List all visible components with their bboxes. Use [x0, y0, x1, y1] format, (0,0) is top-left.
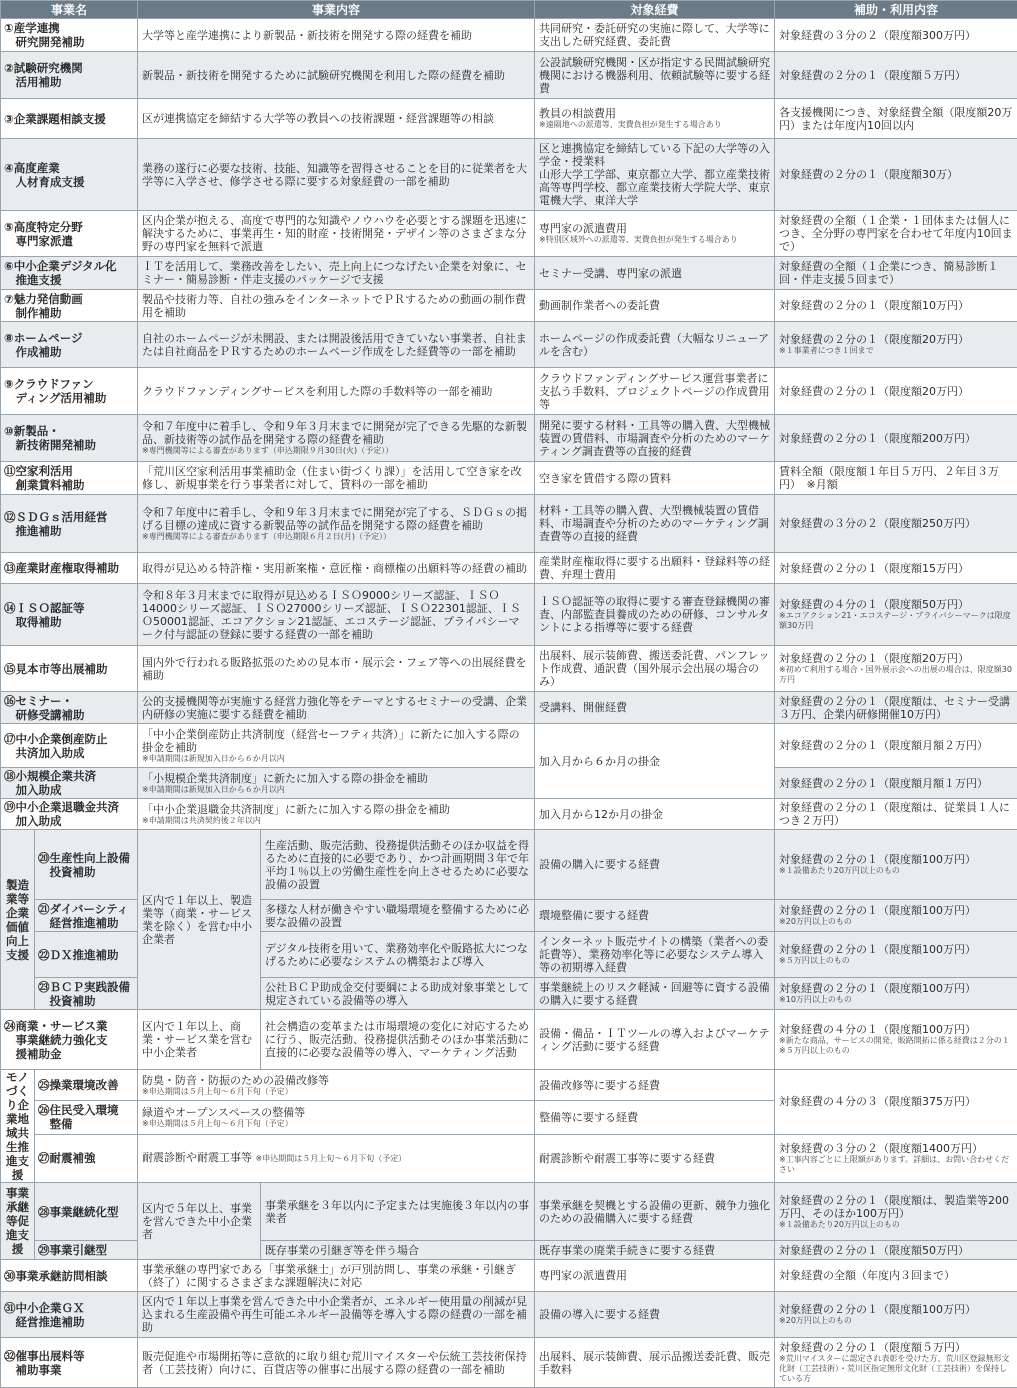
- project-name: ⑦魅力発信動画 制作補助: [1, 290, 138, 322]
- support-content: 対象経費の２分の１（限度額200万円）: [775, 415, 1017, 462]
- project-name: ⑫ＳＤＧｓ活用経営 推進補助: [1, 495, 138, 553]
- support-note: ※５万円以上のもの: [779, 956, 1013, 966]
- project-name: ⑱小規模企業共済 加入助成: [1, 768, 138, 799]
- support-content: [775, 1134, 1017, 1182]
- target-cost: 事業継続上のリスク軽減・回避等に資する設備の購入に要する経費: [535, 978, 775, 1010]
- table-row: [1, 211, 1017, 257]
- table-row: [1, 462, 1017, 495]
- target-cost: 加入月から６か月の掛金: [535, 724, 775, 799]
- table-row: [1, 415, 1017, 462]
- support-content: 対象経費の２分の１（限度額５万円）: [775, 52, 1017, 99]
- support-text: 対象経費の４分の１（限度額100万円）: [779, 1023, 976, 1036]
- support-text: 対象経費の２分の１（限度額20万円）: [779, 333, 969, 346]
- support-content: 対象経費の２分の１（限度額10万円）: [775, 290, 1017, 322]
- project-name: ㉖住民受入環境 整備: [35, 1101, 138, 1134]
- project-name: ⑬産業財産権取得補助: [1, 553, 138, 584]
- support-content: 対象経費の２分の１（限度額20万円）: [775, 368, 1017, 415]
- project-content: [138, 799, 535, 830]
- table-row: [1, 1183, 1017, 1241]
- support-note: ※初めて利用する場合・国外展示会への出展の場合は、限度額30万円: [779, 665, 1013, 685]
- support-content: 各支援機関につき、対象経費全額（限度額20万円）または年度内10回以内: [775, 99, 1017, 139]
- project-target: 区内で１年以上、商業・サービス業を営む中小企業者: [138, 1010, 261, 1070]
- support-content: 対象経費の３分の２（限度額300万円）: [775, 19, 1017, 52]
- project-content: 業務の遂行に必要な技術、技能、知識等を習得させることを目的に従業者を大学等に入学させ、修学させる際に要する対象経費の一部を補助: [138, 139, 535, 211]
- support-content: 対象経費の全額（年度内３回まで）: [775, 1260, 1017, 1292]
- project-content-text: 緑道やオープンスペースの整備等: [142, 1106, 305, 1119]
- project-content: [138, 1070, 535, 1101]
- target-cost-note: ※遠隔地への派遣等、実費負担が発生する場合あり: [539, 120, 770, 130]
- project-content-note: ※専門機関等による審査があります（申込期限９月30日(火)（予定））: [142, 446, 530, 456]
- table-row: [1, 257, 1017, 290]
- support-note: ※10万円以上のもの: [779, 995, 1013, 1005]
- project-name: ⑨クラウドファン ディング活用補助: [1, 368, 138, 415]
- target-cost: 区と連携協定を締結している下記の大学等の入学金・授業料 山形大学工学部、東京都立大学、都立産業技術高等専門学校、都立産業技術大学院大学、東京電機大学、東洋大学: [535, 139, 775, 211]
- project-content: 新製品・新技術を開発するために試験研究機関を利用した際の経費を補助: [138, 52, 535, 99]
- project-name: ㉜催事出展料等 補助事業: [1, 1338, 138, 1388]
- project-content: 区が連携協定を締結する大学等の教員への技術課題・経営課題等の相談: [138, 99, 535, 139]
- project-content: 事業承継の専門家である「事業承継士」が戸別訪問し、事業の承継・引継ぎ（終了）に関するさまざまな課題解決に対応: [138, 1260, 535, 1292]
- target-cost: 環境整備に要する経費: [535, 900, 775, 932]
- target-cost: [535, 211, 775, 257]
- project-content: 区内で１年以上事業を営んできた中小企業者が、エネルギー使用量の削減が見込まれる生産設備や再生可能エネルギー設備等を導入する際の経費の一部を補助: [138, 1292, 535, 1338]
- project-content-text: 「中小企業倒産防止共済制度（経営セーフティ共済）」に新たに加入する際の掛金を補助: [142, 728, 520, 754]
- target-cost: 出展料、展示装飾費、展示品搬送委託費、販売手数料: [535, 1338, 775, 1388]
- table-row: [1, 692, 1017, 724]
- target-cost: 設備の導入に要する経費: [535, 1292, 775, 1338]
- project-content: 大学等と産学連携により新製品・新技術を開発する際の経費を補助: [138, 19, 535, 52]
- group-label-manufacturing: 製造業等企業価値向上支援: [1, 830, 35, 1010]
- table-row: [1, 584, 1017, 646]
- support-content: [775, 900, 1017, 932]
- project-content: ＩＴを活用して、業務改善をしたい、売上向上につなげたい企業を対象に、セミナー・簡易診断・伴走支援のパッケージで支援: [138, 257, 535, 290]
- table-row: [1, 1338, 1017, 1388]
- target-cost: 事業承継を契機とする設備の更新、競争力強化のための設備購入に要する経費: [535, 1183, 775, 1241]
- project-content: [138, 415, 535, 462]
- project-purpose: 社会構造の変革または市場環境の変化に対応するために行う、販売活動、役務提供活動そのほか事業活動に直接的に必要な設備等の導入、マーケティング活動: [261, 1010, 535, 1070]
- project-name: ⑭ＩＳＯ認証等 取得補助: [1, 584, 138, 646]
- project-name: ④高度産業 人材育成支援: [1, 139, 138, 211]
- support-content: [775, 830, 1017, 900]
- project-name: ㉛中小企業ＧＸ 経営推進補助: [1, 1292, 138, 1338]
- target-cost: 耐震診断や耐震工事等に要する経費: [535, 1134, 775, 1182]
- project-content-note: ※申請期間は新規加入日から６か月以内: [142, 754, 530, 764]
- project-content: 区内企業が抱える、高度で専門的な知識やノウハウを必要とする課題を迅速に解決するために、事業再生・知的財産・技術開発・デザイン等のさまざまな分野の専門家を無料で派遣: [138, 211, 535, 257]
- support-text: 対象経費の２分の１（限度額100万円）: [779, 904, 976, 917]
- project-name: ㉓ＢＣＰ実践設備 投資補助: [35, 978, 138, 1010]
- target-cost: 開発に要する材料・工具等の購入費、大型機械装置の賃借料、市場調査や分析のためのマーケティング調査費等の直接的経費: [535, 415, 775, 462]
- project-content-note: ※専門機関等による審査があります（申込期限６月２日(月)（予定））: [142, 532, 530, 542]
- project-purpose: 公社ＢＣＰ助成金交付要綱による助成対象事業として規定されている設備等の導入: [261, 978, 535, 1010]
- header-project-content: 事業内容: [138, 1, 535, 19]
- project-name: ①産学連携 研究開発補助: [1, 19, 138, 52]
- table-row: [1, 99, 1017, 139]
- project-name: ㉚事業承継訪問相談: [1, 1260, 138, 1292]
- support-content: 対象経費の４分の３（限度額375万円）: [775, 1070, 1017, 1135]
- target-cost: 出展料、展示装飾費、搬送委託費、パンフレット作成費、通訳費（国外展示会出展の場合のみ）: [535, 646, 775, 692]
- table-row: [1, 290, 1017, 322]
- project-name: ⑧ホームページ 作成補助: [1, 322, 138, 368]
- project-content: [138, 768, 535, 799]
- support-text: 対象経費の２分の１（限度額は、製造業等200万円、そのほか100万円）: [779, 1194, 1009, 1220]
- project-name: ⑪空家利活用 創業賃料補助: [1, 462, 138, 495]
- project-content: 「荒川区空家利活用事業補助金（住まい街づくり課）」を活用して空き家を改修し、新規事業を行う事業者に対して、賃料の一部を補助: [138, 462, 535, 495]
- support-content: [775, 1338, 1017, 1388]
- table-row: [1, 19, 1017, 52]
- target-cost: [535, 99, 775, 139]
- support-note: ※20万円以上のもの: [779, 1316, 1013, 1326]
- group-shared-content: 区内で１年以上、製造業等（商業・サービス業を除く）を営む中小企業者: [138, 830, 261, 1010]
- target-cost: 公設試験研究機関・区が指定する民間試験研究機関における機器利用、依頼試験等に要する経費: [535, 52, 775, 99]
- project-name: ㉑ダイバーシティ 経営推進補助: [35, 900, 138, 932]
- target-cost: セミナー受講、専門家の派遣: [535, 257, 775, 290]
- support-content: [775, 646, 1017, 692]
- project-name: ⑳生産性向上設備 投資補助: [35, 830, 138, 900]
- target-cost: 動画制作業者への委託費: [535, 290, 775, 322]
- project-name: ③企業課題相談支援: [1, 99, 138, 139]
- project-content: 令和８年３月末までに取得が見込めるＩＳＯ9000シリーズ認証、ＩＳＯ14000シリーズ認証、ＩＳＯ27000シリーズ認証、ＩＳＯ22301認証、ＩＳＯ50001認証、エコアクション21認証、エコステージ認証、プライバシーマーク付与認証の登録に要する経費の一部を補助: [138, 584, 535, 646]
- project-name: ㉕操業環境改善: [35, 1070, 138, 1101]
- table-row: [1, 368, 1017, 415]
- table-row: [1, 830, 1017, 900]
- project-content-text: 防臭・防音・防振のための設備改修等: [142, 1074, 329, 1087]
- project-content: 販売促進や市場開拓等に意欲的に取り組む荒川マイスターや伝統工芸技術保持者（工芸技術）向けに、百貨店等の催事に出展する際の経費の一部を補助: [138, 1338, 535, 1388]
- project-content: [138, 724, 535, 768]
- support-content: 対象経費の２分の１（限度額は、従業員１人につき２万円）: [775, 799, 1017, 830]
- table-row: [1, 553, 1017, 584]
- target-cost: 受講料、開催経費: [535, 692, 775, 724]
- project-name: ⑥中小企業デジタル化 推進支援: [1, 257, 138, 290]
- target-cost: ＩＳＯ認証等の取得に要する審査登録機関の審査、内部監査員養成のための研修、コンサルタントによる指導等に要する経費: [535, 584, 775, 646]
- target-cost: ホームページの作成委託費（大幅なリニューアルを含む）: [535, 322, 775, 368]
- project-content: [138, 1134, 535, 1182]
- table-row: [1, 495, 1017, 553]
- support-text: 対象経費の２分の１（限度額100万円）: [779, 853, 976, 866]
- project-content: 公的支援機関等が実施する経営力強化等をテーマとするセミナーの受講、企業内研修の実施に要する経費を補助: [138, 692, 535, 724]
- support-note: ※１事業者につき１回まで: [779, 346, 1013, 356]
- project-content-text: 「小規模企業共済制度」に新たに加入する際の掛金を補助: [142, 772, 428, 785]
- support-content: 対象経費の２分の１（限度額30万）: [775, 139, 1017, 211]
- project-content-note: ※申請期間は共済契約後２年以内: [142, 816, 530, 826]
- table-row: [1, 139, 1017, 211]
- target-cost: 空き家を賃借する際の賃料: [535, 462, 775, 495]
- project-content-text: 令和７年度中に着手し、令和９年３月末までに開発が完了する、ＳＤＧｓの掲げる目標の達成に資する新製品等の試作品を開発する際の経費を補助: [142, 506, 527, 532]
- header-target-cost: 対象経費: [535, 1, 775, 19]
- group-label-monozukuri: モノづくり企業地域共生推進支援: [1, 1070, 35, 1183]
- project-content: [138, 1101, 535, 1134]
- target-cost: 専門家の派遣費用: [535, 1260, 775, 1292]
- project-purpose: 生産活動、販売活動、役務提供活動そのほか収益を得るために直接的に必要であり、かつ計画期間３年で年平均１％以上の労働生産性を向上させるために必要な設備の設置: [261, 830, 535, 900]
- target-cost: 整備等に要する経費: [535, 1101, 775, 1134]
- support-text: 対象経費の２分の１（限度額20万円）: [779, 652, 969, 665]
- project-content-note: ※申込期間は５月上旬〜６月下旬（予定）: [142, 1087, 530, 1097]
- support-text: 対象経費の２分の１（限度額100万円）: [779, 943, 976, 956]
- support-content: 対象経費の全額（１企業・１団体または個人につき、全分野の専門家を合わせて年度内10回まで）: [775, 211, 1017, 257]
- support-text: 対象経費の２分の１（限度額100万円）: [779, 1303, 976, 1316]
- header-support-content: 補助・利用内容: [775, 1, 1017, 19]
- project-content-text: 耐震診断や耐震工事等: [142, 1151, 252, 1164]
- project-name: ㉒ＤＸ推進補助: [35, 932, 138, 978]
- support-content: [775, 1183, 1017, 1241]
- project-content-note: ※申込期間は５月上旬〜６月下旬（予定）: [256, 1154, 407, 1163]
- support-content: 対象経費の２分の１（限度額月額２万円）: [775, 724, 1017, 768]
- project-name: ㉗耐震補強: [35, 1134, 138, 1182]
- project-name: ㉙事業引継型: [35, 1241, 138, 1260]
- table-header: [1, 1, 1017, 19]
- support-note: ※荒川マイスターに認定され表彰を受けた方、荒川区登録無形文化財（工芸技術）・荒川区指定無形文化財（工芸技術）を保持している方: [779, 1354, 1013, 1384]
- support-note: ※１設備あたり20万円以上のもの: [779, 866, 1013, 876]
- target-cost-note: ※特別区域外への派遣等、実費負担が発生する場合あり: [539, 235, 770, 245]
- project-purpose: 多様な人材が働きやすい職場環境を整備するために必要な設備の設置: [261, 900, 535, 932]
- support-content: [775, 1292, 1017, 1338]
- target-cost: 設備改修等に要する経費: [535, 1070, 775, 1101]
- table-row: [1, 52, 1017, 99]
- header-project-name: 事業名: [1, 1, 138, 19]
- project-content: 自社のホームページが未開設、または開設後活用できていない事業者、自社または自社商品をＰＲするためのホームページ作成をした経費等の一部を補助: [138, 322, 535, 368]
- support-content: 対象経費の２分の１（限度額50万円）: [775, 1241, 1017, 1260]
- support-content: 対象経費の３分の２（限度額250万円）: [775, 495, 1017, 553]
- table-row: [1, 1070, 1017, 1101]
- target-cost-text: 専門家の派遣費用: [539, 222, 627, 235]
- project-content-text: 「中小企業退職金共済制度」に新たに加入する際の掛金を補助: [142, 803, 450, 816]
- target-cost: 加入月から12か月の掛金: [535, 799, 775, 830]
- project-name: ⑮見本市等出展補助: [1, 646, 138, 692]
- project-content: 取得が見込める特許権・実用新案権・意匠権・商標権の出願料等の経費の補助: [138, 553, 535, 584]
- group-shared-content: 区内で５年以上、事業を営んできた中小企業者: [138, 1183, 261, 1260]
- support-content: [775, 584, 1017, 646]
- project-content-note: ※申請期間は新規加入日から６か月以内: [142, 785, 530, 795]
- table-row: [1, 768, 1017, 799]
- support-note: ※１設備あたり20万円以上のもの: [779, 1220, 1013, 1230]
- target-cost: 共同研究・委託研究の実施に際して、大学等に支出した研究経費、委託費: [535, 19, 775, 52]
- project-purpose: デジタル技術を用いて、業務効率化や販路拡大につなげるために必要なシステムの構築および導入: [261, 932, 535, 978]
- project-content-note: ※申込期間は５月上旬〜６月下旬（予定）: [142, 1119, 530, 1129]
- support-content: 賃料全額（限度額１年目５万円、２年目３万円） ※月額: [775, 462, 1017, 495]
- table-row: [1, 322, 1017, 368]
- project-purpose: 事業承継を３年以内に予定または実施後３年以内の事業者: [261, 1183, 535, 1241]
- support-content: [775, 978, 1017, 1010]
- project-name: ⑲中小企業退職金共済 加入助成: [1, 799, 138, 830]
- support-note: ※新たな商品、サービスの開発、販路開拓に係る経費は２分の１ ※５万円以上のもの: [779, 1036, 1013, 1056]
- support-content: 対象経費の２分の１（限度額は、セミナー受講３万円、企業内研修開催10万円）: [775, 692, 1017, 724]
- support-content: [775, 322, 1017, 368]
- project-name: ⑯セミナー・ 研修受講補助: [1, 692, 138, 724]
- project-name: ⑰中小企業倒産防止 共済加入助成: [1, 724, 138, 768]
- target-cost-text: 教員の相談費用: [539, 107, 616, 120]
- project-name: ㉘事業継続化型: [35, 1183, 138, 1241]
- support-content: [775, 932, 1017, 978]
- group-label-succession: 事業承継等促進支援: [1, 1183, 35, 1260]
- support-content: 対象経費の２分の１（限度額月額１万円）: [775, 768, 1017, 799]
- target-cost: 設備・備品・ＩＴツールの導入およびマーケティング活動に要する経費: [535, 1010, 775, 1070]
- table-row: [1, 1010, 1017, 1070]
- target-cost: 既存事業の廃業手続きに要する経費: [535, 1241, 775, 1260]
- support-content: [775, 1010, 1017, 1070]
- table-row: [1, 799, 1017, 830]
- project-content-text: 令和７年度中に着手し、令和９年３月末までに開発が完了できる先駆的な新製品、新技術等の試作品を開発する際の経費を補助: [142, 420, 527, 446]
- support-note: ※エコアクション21・エコステージ・プライバシーマークは限度額30万円: [779, 611, 1013, 631]
- table-row: [1, 724, 1017, 768]
- support-text: 対象経費の４分の１（限度額50万円）: [779, 598, 969, 611]
- target-cost: 材料・工具等の購入費、大型機械装置の賃借料、市場調査や分析のためのマーケティング調査費等の直接的経費: [535, 495, 775, 553]
- project-name: ⑤高度特定分野 専門家派遣: [1, 211, 138, 257]
- target-cost: クラウドファンディングサービス運営事業者に支払う手数料、プロジェクトページの作成費用等: [535, 368, 775, 415]
- project-name: ㉔商業・サービス業 事業継続力強化支 援補助金: [1, 1010, 138, 1070]
- project-name: ⑩新製品・ 新技術開発補助: [1, 415, 138, 462]
- support-note: ※工事内容ごとに上限額があります。詳細は、お問い合わせください: [779, 1155, 1013, 1175]
- table-row: [1, 1134, 1017, 1182]
- support-note: ※20万円以上のもの: [779, 917, 1013, 927]
- project-name: ②試験研究機関 活用補助: [1, 52, 138, 99]
- project-content: 製品や技術力等、自社の強みをインターネットでＰＲするための動画の制作費用を補助: [138, 290, 535, 322]
- target-cost: 設備の購入に要する経費: [535, 830, 775, 900]
- project-content: [138, 495, 535, 553]
- support-text: 対象経費の３分の２（限度額1400万円）: [779, 1142, 983, 1155]
- table-row: [1, 1292, 1017, 1338]
- target-cost: インターネット販売サイトの構築（業者への委託費等）、業務効率化等に必要なシステム導入等の初期導入経費: [535, 932, 775, 978]
- table-row: [1, 1260, 1017, 1292]
- support-content: 対象経費の全額（１企業につき、簡易診断１回・伴走支援５回まで）: [775, 257, 1017, 290]
- support-text: 対象経費の２分の１（限度額100万円）: [779, 982, 976, 995]
- support-text: 対象経費の２分の１（限度額５万円）: [779, 1341, 966, 1354]
- project-purpose: 既存事業の引継ぎ等を伴う場合: [261, 1241, 535, 1260]
- table-row: [1, 646, 1017, 692]
- project-content: クラウドファンディングサービスを利用した際の手数料等の一部を補助: [138, 368, 535, 415]
- project-content: 国内外で行われる販路拡張のための見本市・展示会・フェア等への出展経費を補助: [138, 646, 535, 692]
- target-cost: 産業財産権取得に要する出願料・登録料等の経費、弁理士費用: [535, 553, 775, 584]
- support-content: 対象経費の２分の１（限度額15万円）: [775, 553, 1017, 584]
